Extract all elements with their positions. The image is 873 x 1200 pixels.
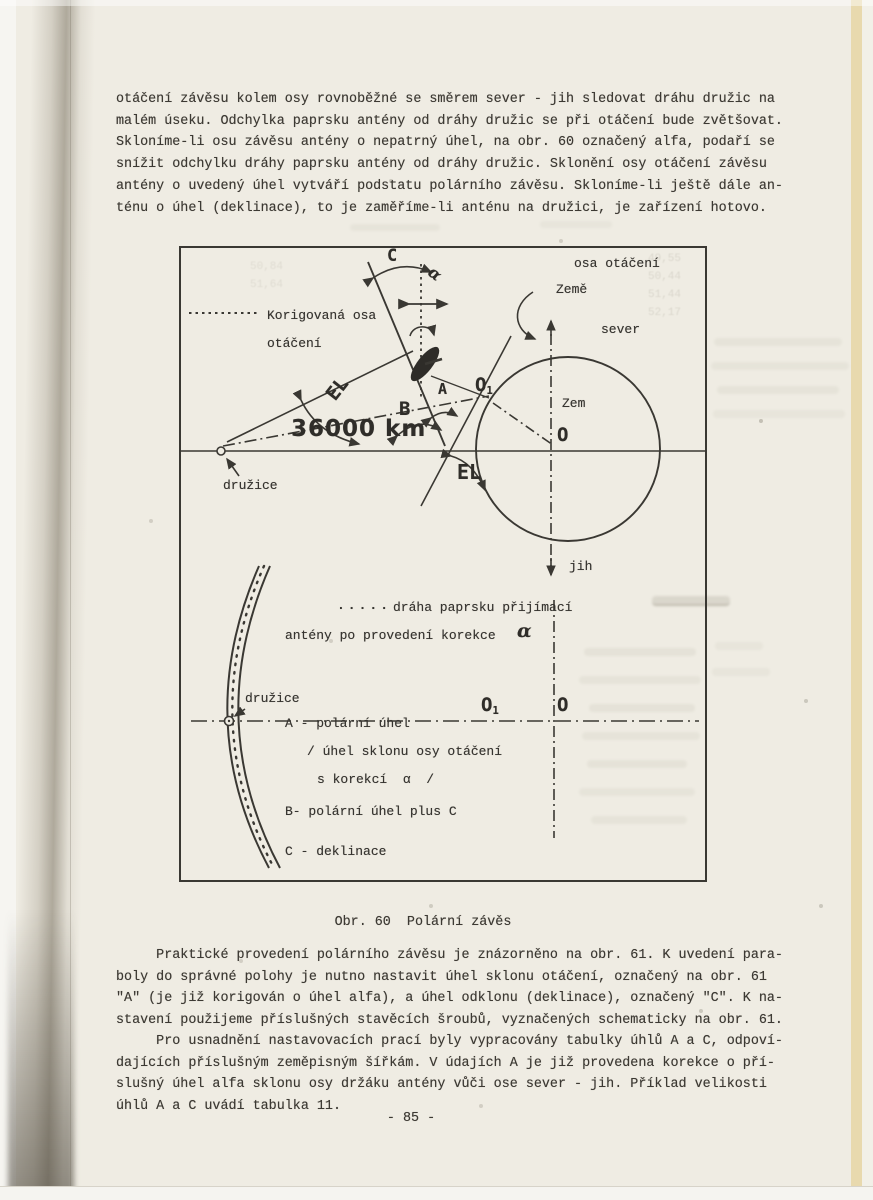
page-bottom-edge (0, 1186, 873, 1200)
text-line: "A" (je již korigován o úhel alfa), a úhel odklonu (deklinace), označený "C". K na- (116, 991, 783, 1007)
label-a-angle: A (438, 380, 448, 398)
text-line: Skloníme-li osu závěsu antény o nepatrný úhel, na obr. 60 označený alfa, podaří se (116, 135, 775, 151)
text-line: ténu o úhel (deklinace), to je zaměříme-li anténu na družici, je zařízení hotovo. (116, 200, 767, 216)
label-o-lower: O (557, 694, 569, 716)
bleed-smudge (540, 221, 612, 228)
label-druzice-lower: družice (245, 691, 300, 706)
text-line: otáčení závěsu kolem osy rovnoběžné se směrem sever - jih sledovat dráhu družic na (116, 92, 775, 107)
legend-item-a2: / úhel sklonu osy otáčení (307, 744, 503, 759)
bleed-smudge (713, 410, 845, 418)
paragraph-3 (116, 1031, 816, 1118)
bleed-smudge (715, 642, 763, 650)
text-line: Praktické provedení polárního závěsu je znázorněno na obr. 61. K uvedení para- (116, 948, 783, 963)
label-zeme: Země (556, 282, 588, 297)
label-korigovana-otaceni: otáčení (267, 336, 322, 351)
text-line: úhlů A a C uvádí tabulka 11. (116, 1099, 341, 1115)
bleed-number-column: 49,55 50,44 51,44 52,17 (648, 253, 682, 319)
page-number: - 85 - (386, 1111, 436, 1126)
label-jih: jih (569, 559, 593, 574)
label-b-angle: B (399, 398, 411, 420)
paper-specks (0, 0, 2, 2)
text-line: stavení použijeme příslušných stavěcích šroubů, vyznačených schematicky na obr. 61. (116, 1013, 783, 1029)
bleed-smudge (350, 224, 440, 231)
figure-60-drawing (181, 248, 705, 880)
label-osa-otaceni: osa otáčení (574, 256, 660, 271)
figure-60 (179, 246, 707, 882)
label-o1-lower: $O_1$ (481, 694, 499, 718)
paragraph-1 (116, 89, 816, 219)
legend-alpha: α (517, 620, 532, 642)
page-crease (70, 0, 71, 1200)
label-korigovana-osa: Korigovaná osa (267, 308, 377, 323)
paragraph-2 (116, 945, 816, 1032)
bleed-smudge (712, 668, 770, 676)
legend-item-c: C - deklinace (285, 844, 387, 859)
legend-item-b: B- polární úhel plus C (285, 804, 457, 819)
text-line: antény o uvedený úhel vytváří podstatu polárního závěsu. Skloníme-li ještě dále an- (116, 178, 783, 194)
label-c-angle: C (387, 246, 398, 266)
text-line: slušný úhel alfa sklonu osy držáku antény vůči ose sever - jih. Příklad velikosti (116, 1077, 767, 1093)
label-druzice-upper: družice (223, 478, 278, 493)
label-o1: $O_1$ (475, 374, 493, 398)
legend-item-a3: s korekcí α / (317, 772, 435, 787)
binding-shadow-bottom (8, 910, 74, 1200)
upper-diagram (181, 262, 705, 575)
legend-line-2: antény po provedení korekce (285, 628, 496, 643)
label-o-center: O (557, 424, 569, 446)
label-alpha: α (424, 262, 446, 285)
legend-dots: ..... (337, 598, 392, 613)
label-el-left: EL (321, 373, 354, 405)
page-right-edge (862, 0, 873, 1200)
bleed-smudge (711, 362, 849, 370)
bleed-number-column: 50,84 51,64 (250, 261, 284, 291)
text-line: dajících příslušným zeměpisným šířkám. V údajích A je již provedena korekce o pří- (116, 1055, 775, 1071)
label-el-bottom: EL (457, 460, 482, 484)
text-line: malém úseku. Odchylka paprsku antény od dráhy družic se při otáčení bude zvětšovat. (116, 113, 783, 129)
text-line: Pro usnadnění nastavovacích prací byly vypracovány tabulky úhlů A a C, odpoví- (116, 1034, 783, 1049)
text-line: boly do správné polohy je nutno nastavit úhel sklonu otáčení, označený na obr. 61 (116, 969, 767, 985)
page-top-edge (0, 0, 873, 6)
text-line: snížit odchylku dráhy paprsku antény od dráhy družic. Sklonění osy otáčení závěsu (116, 157, 767, 173)
legend-item-a: A - polární úhel (285, 716, 410, 731)
label-distance-36000km: 36000 km (291, 416, 427, 442)
bleed-smudge (714, 338, 842, 346)
page-right-edge-tint (851, 0, 862, 1200)
label-sever: sever (601, 322, 641, 337)
label-zem: Zem (562, 396, 586, 411)
bleed-smudge (717, 386, 839, 394)
figure-caption: Obr. 60 Polární závěs (334, 915, 512, 930)
legend-line-1: dráha paprsku přijímací (393, 600, 573, 615)
